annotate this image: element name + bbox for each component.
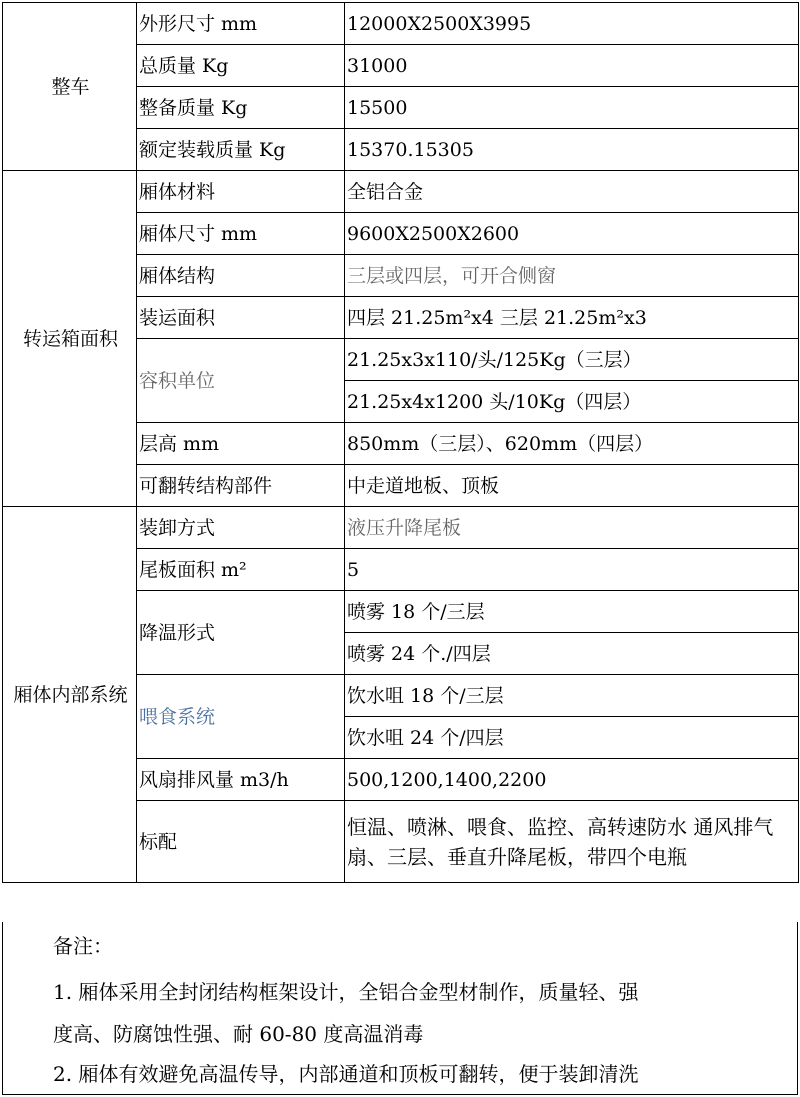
value-box-material: 全铝合金 — [345, 171, 799, 213]
value-dimensions: 12000X2500X3995 — [345, 3, 799, 45]
label-tailgate-area: 尾板面积 m² — [137, 549, 345, 591]
value-feeding-3: 饮水咀 18 个/三层 — [345, 675, 799, 717]
label-feeding: 喂食系统 — [137, 675, 345, 759]
table-row — [3, 171, 799, 213]
value-tailgate-area: 5 — [345, 549, 799, 591]
label-total-mass: 总质量 Kg — [137, 45, 345, 87]
table-row — [3, 507, 799, 549]
label-rated-load: 额定装载质量 Kg — [137, 129, 345, 171]
value-curb-mass: 15500 — [345, 87, 799, 129]
notes-line: 2. 厢体有效避免高温传导，内部通道和顶板可翻转，便于装卸清洗 — [53, 1062, 639, 1086]
category-internal-system: 厢体内部系统 — [3, 507, 137, 883]
value-box-size: 9600X2500X2600 — [345, 213, 799, 255]
label-dimensions: 外形尺寸 mm — [137, 3, 345, 45]
label-curb-mass: 整备质量 Kg — [137, 87, 345, 129]
label-box-material: 厢体材料 — [137, 171, 345, 213]
notes-title: 备注： — [53, 934, 113, 958]
label-box-structure: 厢体结构 — [137, 255, 345, 297]
value-rated-load: 15370.15305 — [345, 129, 799, 171]
value-cooling-4: 喷雾 24 个./四层 — [345, 633, 799, 675]
notes-line: 度高、防腐蚀性强、耐 60-80 度高温消毒 — [53, 1022, 424, 1046]
value-layer-height: 850mm（三层）、620mm（四层） — [345, 423, 799, 465]
category-vehicle: 整车 — [3, 3, 137, 171]
value-total-mass: 31000 — [345, 45, 799, 87]
label-standard-config: 标配 — [137, 801, 345, 883]
value-standard-config: 恒温、喷淋、喂食、监控、高转速防水 通风排气扇、三层、垂直升降尾板，带四个电瓶 — [345, 801, 799, 883]
notes-section — [2, 922, 798, 1095]
value-fan-airflow: 500,1200,1400,2200 — [345, 759, 799, 801]
value-flip-parts: 中走道地板、顶板 — [345, 465, 799, 507]
value-loading-area: 四层 21.25m²x4 三层 21.25m²x3 — [345, 297, 799, 339]
value-cooling-3: 喷雾 18 个/三层 — [345, 591, 799, 633]
table-row — [3, 3, 799, 45]
label-loading-area: 装运面积 — [137, 297, 345, 339]
label-fan-airflow: 风扇排风量 m3/h — [137, 759, 345, 801]
label-cooling: 降温形式 — [137, 591, 345, 675]
label-loading-method: 装卸方式 — [137, 507, 345, 549]
label-box-size: 厢体尺寸 mm — [137, 213, 345, 255]
notes-line: 1. 厢体采用全封闭结构框架设计，全铝合金型材制作，质量轻、强 — [53, 980, 639, 1004]
value-feeding-4: 饮水咀 24 个/四层 — [345, 717, 799, 759]
label-flip-parts: 可翻转结构部件 — [137, 465, 345, 507]
value-loading-method: 液压升降尾板 — [345, 507, 799, 549]
value-box-structure: 三层或四层，可开合侧窗 — [345, 255, 799, 297]
label-layer-height: 层高 mm — [137, 423, 345, 465]
value-volume-unit-4: 21.25x4x1200 头/10Kg（四层） — [345, 381, 799, 423]
category-transport-box: 转运箱面积 — [3, 171, 137, 507]
label-volume-unit: 容积单位 — [137, 339, 345, 423]
spec-table — [2, 2, 799, 883]
value-volume-unit-3: 21.25x3x110/头/125Kg（三层） — [345, 339, 799, 381]
